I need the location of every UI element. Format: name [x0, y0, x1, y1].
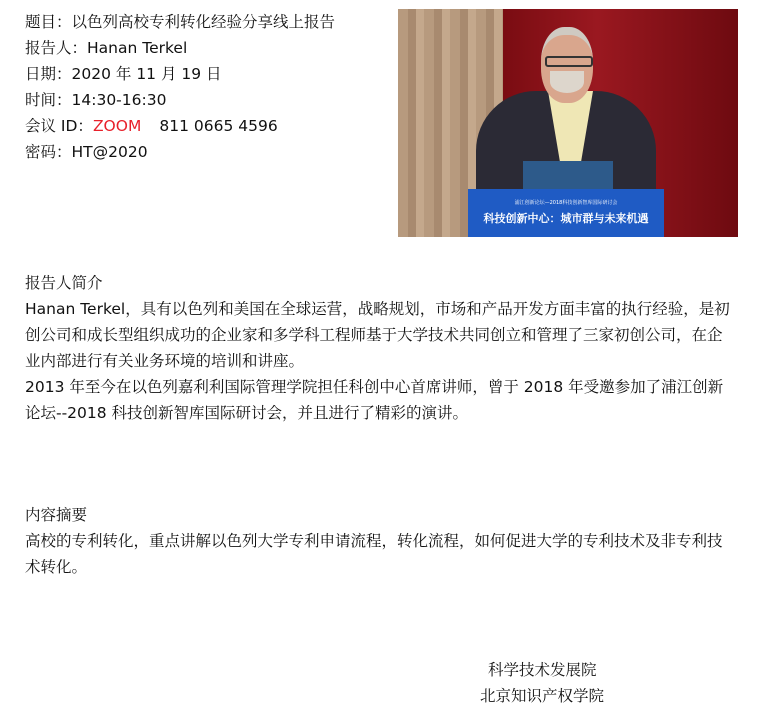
title-line — [25, 9, 335, 35]
report-title: 以色列高校专利转化经验分享线上报告 — [71, 13, 336, 31]
bio-section — [25, 296, 730, 426]
platform-name: ZOOM — [92, 117, 142, 135]
title-label: 题目： — [25, 13, 72, 31]
podium — [468, 189, 664, 237]
speaker-line — [25, 35, 187, 61]
time-label: 时间： — [25, 91, 72, 109]
password-value: HT@2020 — [71, 143, 148, 161]
date-line — [25, 61, 222, 87]
summary-heading: 内容摘要 — [25, 506, 88, 524]
date-label: 日期： — [25, 65, 72, 83]
bio-paragraph: 2013 年至今在以色列嘉利利国际管理学院担任科创中心首席讲师，曾于 2018 年受邀参加了浦江创新论坛--2018 科技创新智库国际研讨会，并且进行了精彩的演讲。 — [25, 378, 724, 422]
time-value: 14:30-16:30 — [71, 91, 167, 109]
bio-paragraph: Hanan Terkel，具有以色列和美国在全球运营，战略规划，市场和产品开发方面丰富的执行经验，是初创公司和成长型组织成功的企业家和多学科工程师基于大学技术共同创立和管理了三家初创公司，在企业内部进行有关业务环境的培训和讲座。 — [25, 300, 730, 370]
podium-title: 科技创新中心：城市群与未来机遇 — [483, 212, 649, 225]
summary-text: 高校的专利转化，重点讲解以色列大学专利申请流程，转化流程，如何促进大学的专利技术及非专利技术转化。 — [25, 532, 723, 576]
footer-org-1: 科学技术发展院 — [488, 661, 597, 679]
speaker-name: Hanan Terkel — [87, 39, 188, 57]
podium-monitor — [523, 161, 613, 189]
meeting-id-line — [25, 113, 278, 139]
bio-heading: 报告人简介 — [25, 274, 103, 292]
podium-subtitle: 浦江创新论坛—2018科技创新智库国际研讨会 — [514, 200, 618, 206]
speaker-beard — [550, 71, 584, 93]
speaker-label: 报告人： — [25, 39, 88, 57]
meeting-id-value: 811 0665 4596 — [159, 117, 278, 135]
password-line — [25, 139, 148, 165]
meeting-id-label: 会议 ID： — [25, 117, 93, 135]
date-value: 2020 年 11 月 19 日 — [71, 65, 222, 83]
footer-org-2: 北京知识产权学院 — [480, 687, 605, 705]
speaker-photo — [398, 9, 738, 237]
glasses — [545, 56, 593, 67]
time-line — [25, 87, 166, 113]
password-label: 密码： — [25, 143, 72, 161]
